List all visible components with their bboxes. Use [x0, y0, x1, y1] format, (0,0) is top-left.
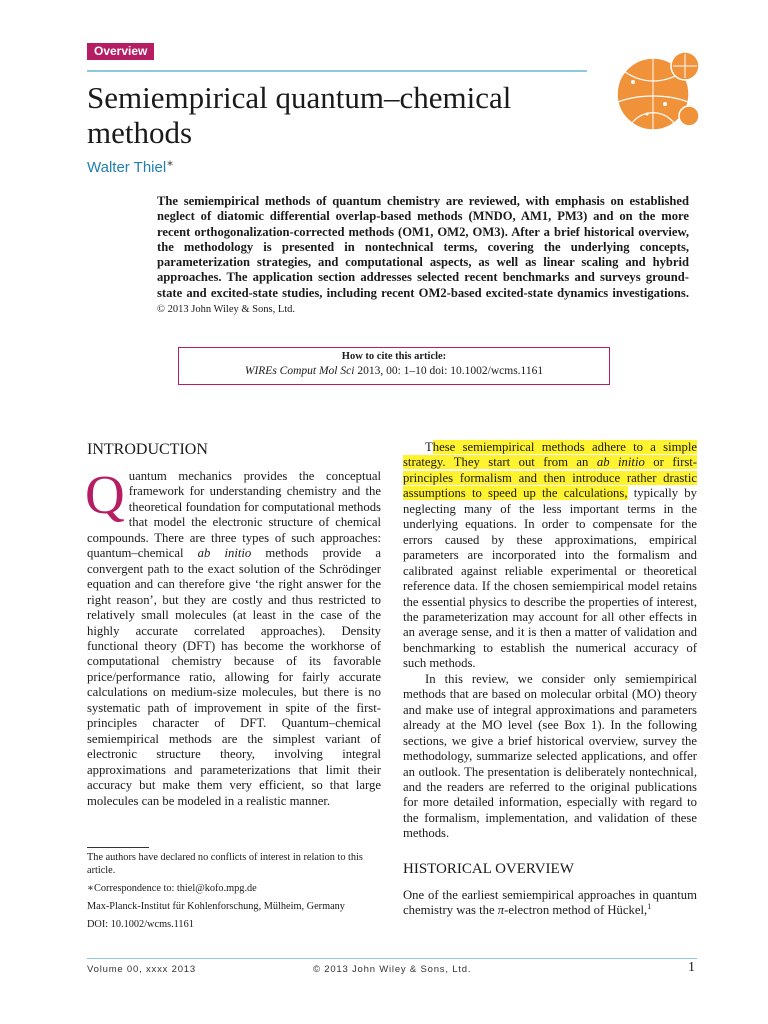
introduction-heading: INTRODUCTION	[87, 441, 208, 458]
citation-box	[178, 347, 610, 385]
page-number: 1	[688, 960, 695, 975]
author-footnote-mark: ∗	[166, 158, 174, 168]
footer-volume: Volume 00, xxxx 2013	[87, 964, 196, 975]
doi-note[interactable]: DOI: 10.1002/wcms.1161	[87, 919, 194, 930]
correspondence-note[interactable]: ∗Correspondence to: thiel@kofo.mpg.de	[87, 883, 257, 894]
introduction-paragraph-2: These semiempirical methods adhere to a simple strategy. They start out from an ab initio or first-principles formalism and then introduce rather drastic assumptions to speed up the calculations, typically by neglecting many of the less important terms in the underlying equations. In order to compensate for the errors caused by these approximations, empirical parameters are incorporated into the formalism and calibrated against reliable experimental or theoretical reference data. If the chosen semiempirical model retains the essential physics to describe the properties of interest, the parameterization may account for all other effects in an average sense, and it is then a matter of validation and benchmarking to establish the numerical accuracy of such methods.	[403, 440, 698, 671]
historical-overview-heading: HISTORICAL OVERVIEW	[403, 860, 574, 877]
conflict-statement: The authors have declared no conflicts of interest in relation to this article.	[87, 852, 363, 876]
author-name: Walter Thiel∗	[87, 158, 174, 176]
footnote-rule	[87, 847, 149, 848]
introduction-paragraph-1: Quantum mechanics provides the conceptual framework for understanding chemistry and the theoretical foundation for computational methods that model the electronic structure of chemical compounds. There are three types of such approaches: quantum–chemical ab initio methods provide a convergent path to the exact solution of the Schrödinger equation and can therefore give ‘the right answer for the right reason’, but they are costly and thus restricted to relatively small molecules (at least in the case of the highly accurate correlated approaches). Density functional theory (DFT) has become the workhorse of computational chemistry because of its favorable price/performance ratio, allowing for fairly accurate calculations on medium-size molecules, but there is no systematic path of improvement in spite of the first-principles character of DFT. Quantum–chemical semiempirical methods are the simplest variant of electronic structure theory, involving integral approximations and parameterizations that limit their accuracy but make them very efficient, so that large molecules can be modeled in a realistic manner.	[85, 464, 381, 808]
introduction-paragraph-3: In this review, we consider only semiempirical methods that are based on molecular orbital (MO) theory and make use of integral approximations and parameters already at the MO level (see Box 1). In the following sections, we give a brief historical overview, survey the methodology, summarize selected applications, and offer an outlook. The presentation is deliberately nontechnical, and the readers are referred to the original publications for more detailed information, especially with regard to the formalism, implementation, and validation of these methods.	[403, 671, 697, 841]
abstract	[157, 194, 689, 317]
abstract-text: The semiempirical methods of quantum chemistry are reviewed, with emphasis on established neglect of diatomic differential overlap-based methods (MNDO, AM1, PM3) and on the more recent orthogonalization-corrected methods (OM1, OM2, OM3). After a brief historical overview, the methodology is presented in nontechnical terms, covering the underlying concepts, parameterization strategies, and computational aspects, as well as linear scaling and hybrid approaches. The application section addresses selected recent benchmarks and surveys ground-state and excited-state studies, including recent OM2-based excited-state dynamics investigations.	[157, 194, 689, 300]
overview-tag: Overview	[87, 43, 154, 60]
article-title: Semiempirical quantum–chemical methods	[87, 80, 512, 150]
left-column	[87, 440, 381, 809]
dropcap: Q	[85, 464, 125, 525]
reference-marker[interactable]: 1	[647, 902, 652, 911]
top-rule	[87, 70, 587, 72]
historical-paragraph-1: One of the earliest semiempirical approaches in quantum chemistry was the π-electron method of Hückel,$^1$	[403, 887, 697, 918]
journal-logo-icon	[603, 44, 703, 144]
citation-heading: How to cite this article:	[341, 351, 447, 362]
footer-copyright: © 2013 John Wiley & Sons, Ltd.	[313, 964, 472, 975]
citation-reference: WIREs Comput Mol Sci 2013, 00: 1–10 doi: 10.1002/wcms.1161	[244, 365, 544, 377]
footnotes	[87, 851, 387, 936]
right-column	[403, 440, 697, 919]
highlighted-text: hese semiempirical methods adhere to a simple strategy. They start out from an ab initio or first-principles formalism and then introduce rather drastic assumptions to speed up the calculations,	[403, 440, 698, 501]
bottom-rule	[87, 958, 697, 959]
affiliation: Max-Planck-Institut für Kohlenforschung, Mülheim, Germany	[87, 901, 345, 912]
abstract-copyright: © 2013 John Wiley & Sons, Ltd.	[157, 304, 296, 316]
